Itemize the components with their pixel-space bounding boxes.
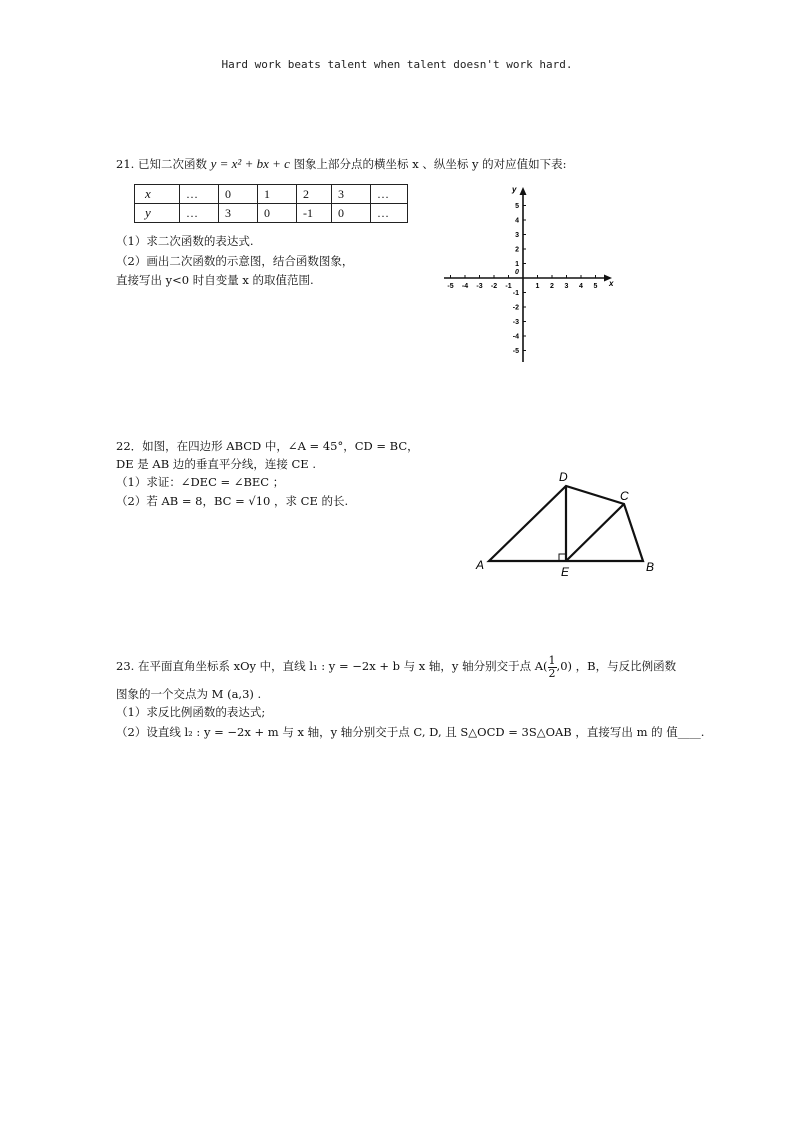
table-row-x <box>135 185 408 204</box>
y-tick-label: -5 <box>512 348 519 355</box>
vertex-label-b: B <box>646 560 655 574</box>
table-cell: … <box>180 185 219 204</box>
q23-line1 <box>116 655 676 679</box>
q22-quadrilateral-figure <box>470 468 660 580</box>
x-tick-label: 3 <box>564 283 569 290</box>
table-header-y: y <box>135 204 180 223</box>
q21-part2-line2: 直接写出 y<0 时自变量 x 的取值范围. <box>116 273 314 287</box>
y-tick-label: -4 <box>512 333 519 341</box>
table-cell: 0 <box>332 204 371 223</box>
fraction-denominator: 2 <box>548 666 556 680</box>
vertex-label-c: C <box>620 489 629 503</box>
q21-part2-line1: （2）画出二次函数的示意图，结合函数图象， <box>116 254 354 268</box>
table-cell: 0 <box>258 204 297 223</box>
y-tick-label: 2 <box>515 246 519 254</box>
x-tick-label: 2 <box>550 283 554 290</box>
y-tick-label: 4 <box>515 217 519 225</box>
origin-label: 0 <box>515 269 519 276</box>
q23-line1-end: ,0) ，B，与反比例函数 <box>556 659 677 674</box>
y-axis-arrow-icon <box>520 187 527 195</box>
y-axis-label: y <box>512 185 517 194</box>
q21-value-table <box>134 184 408 223</box>
table-header-x: x <box>135 185 180 204</box>
table-cell: 0 <box>219 185 258 204</box>
table-row-y <box>135 204 408 223</box>
vertex-label-a: A <box>476 558 485 572</box>
table-cell: … <box>371 204 408 223</box>
x-tick-label: -1 <box>505 283 512 290</box>
q23-line2: 图象的一个交点为 M (a,3) . <box>116 687 262 701</box>
q21-part1: （1）求二次函数的表达式. <box>116 234 254 248</box>
x-axis-label: x <box>609 279 614 288</box>
table-cell: 1 <box>258 185 297 204</box>
table-cell: 3 <box>219 204 258 223</box>
x-tick-label: 5 <box>593 283 598 290</box>
q23-part1: （1）求反比例函数的表达式; <box>116 705 266 719</box>
q22-line1: 22．如图，在四边形 ABCD 中，∠A = 45°，CD = BC， <box>116 439 419 453</box>
x-tick-label: 4 <box>579 283 583 290</box>
table-cell: -1 <box>297 204 332 223</box>
vertex-label-d: D <box>559 470 568 484</box>
y-tick-label: 3 <box>515 232 519 239</box>
y-tick-label: -2 <box>512 304 519 312</box>
q21-statement <box>116 157 567 171</box>
vertex-label-e: E <box>561 565 570 579</box>
fraction-one-half <box>548 655 557 679</box>
table-cell: … <box>371 185 408 204</box>
q23-part2: （2）设直线 l₂ : y = −2x + m 与 x 轴，y 轴分别交于点 C, D, 且 S△OCD = 3S△OAB ，直接写出 m 的 值____. <box>116 725 705 739</box>
y-tick-label: 1 <box>515 261 519 268</box>
q22-part2: （2）若 AB = 8，BC = √10 ，求 CE 的长. <box>116 494 349 508</box>
table-cell: … <box>180 204 219 223</box>
x-tick-label: -4 <box>461 283 469 290</box>
segment-ce <box>566 504 624 561</box>
table-cell: 3 <box>332 185 371 204</box>
x-tick-label: -3 <box>476 283 483 290</box>
y-tick-label: 5 <box>515 203 519 210</box>
q22-part1: （1）求证：∠DEC = ∠BEC ； <box>116 475 285 489</box>
x-tick-label: -2 <box>490 283 498 290</box>
fraction-numerator: 1 <box>548 654 556 667</box>
y-tick-label: -3 <box>512 319 519 326</box>
q21-coordinate-axes <box>440 182 620 364</box>
q22-line2: DE 是 AB 边的垂直平分线，连接 CE . <box>116 457 316 471</box>
q21-formula: y = x² + bx + c <box>210 156 290 171</box>
table-cell: 2 <box>297 185 332 204</box>
x-tick-label: -5 <box>447 283 454 290</box>
page-header: Hard work beats talent when talent doesn't work hard. <box>221 58 573 71</box>
y-tick-label: -1 <box>512 290 519 297</box>
q23-line1-start: 23. 在平面直角坐标系 xOy 中，直线 l₁ : y = −2x + b 与 x 轴，y 轴分别交于点 A( <box>116 659 548 674</box>
x-tick-label: 1 <box>535 283 540 290</box>
q21-lead: 21. 已知二次函数 <box>116 157 207 171</box>
q21-after: 图象上部分点的横坐标 x 、纵坐标 y 的对应值如下表: <box>293 157 567 171</box>
